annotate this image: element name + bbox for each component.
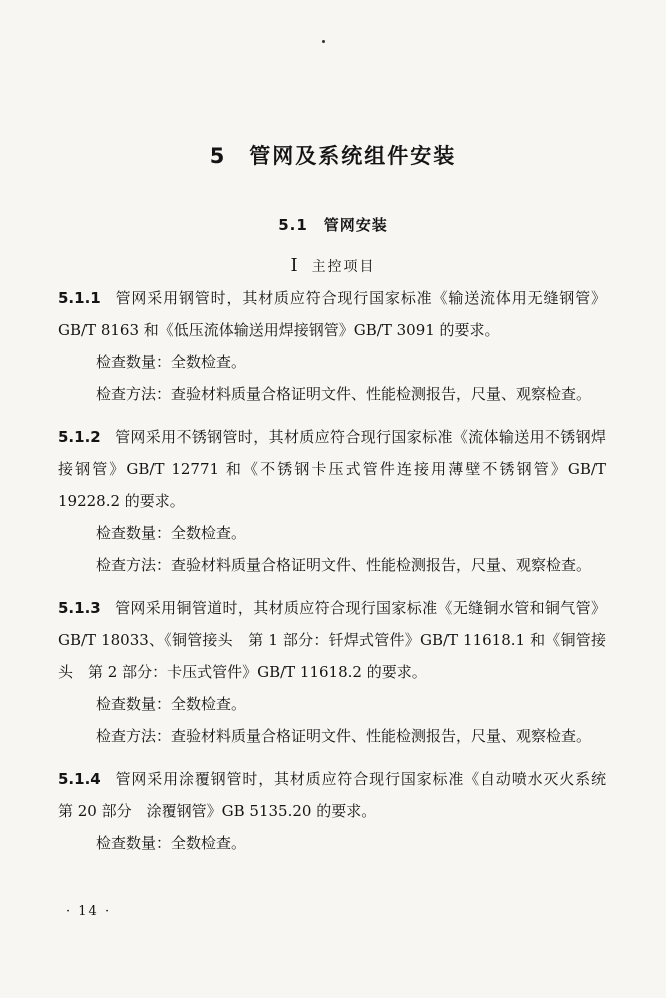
- clause-5-1-3: [58, 592, 606, 752]
- subsection-title: [0, 255, 666, 276]
- check-method: 检查方法：查验材料质量合格证明文件、性能检测报告，尺量、观察检查。: [96, 556, 592, 574]
- check-method: 检查方法：查验材料质量合格证明文件、性能检测报告，尺量、观察检查。: [96, 385, 592, 403]
- clause-5-1-1: [58, 282, 606, 410]
- clause-text: 管网采用钢管时，其材质应符合现行国家标准《输送流体用无缝钢管》GB/T 8163 和《低压流体输送用焊接钢管》GB/T 3091 的要求。: [58, 289, 606, 339]
- clause-number: 5.1.1: [58, 289, 101, 307]
- section-title: 5.1 管网安装: [278, 216, 388, 234]
- check-method: 检查方法：查验材料质量合格证明文件、性能检测报告，尺量、观察检查。: [96, 727, 592, 745]
- clause-5-1-2: [58, 421, 606, 581]
- check-quantity: 检查数量：全数检查。: [96, 695, 247, 713]
- page-number: · 14 ·: [66, 904, 112, 919]
- subsection-label: 主控项目: [311, 259, 376, 275]
- clause-text: 管网采用铜管道时，其材质应符合现行国家标准《无缝铜水管和铜气管》GB/T 18033、《铜管接头 第 1 部分：钎焊式管件》GB/T 11618.1 和《铜管接头 第 2 部分：卡压式管件》GB/T 11618.2 的要求。: [58, 599, 606, 681]
- chapter-title: 5 管网及系统组件安装: [209, 144, 457, 168]
- check-quantity: 检查数量：全数检查。: [96, 353, 247, 371]
- clause-5-1-4: [58, 763, 622, 859]
- clause-number: 5.1.3: [58, 599, 101, 617]
- clause-number: 5.1.4: [58, 770, 101, 788]
- document-body: [58, 282, 622, 870]
- check-quantity: 检查数量：全数检查。: [96, 524, 247, 542]
- scan-speck: [322, 40, 325, 43]
- clause-number: 5.1.2: [58, 428, 101, 446]
- clause-text: 管网采用不锈钢管时，其材质应符合现行国家标准《流体输送用不锈钢焊接钢管》GB/T 12771 和《不锈钢卡压式管件连接用薄壁不锈钢管》GB/T 19228.2 的要求。: [58, 428, 606, 510]
- clause-text: 管网采用涂覆钢管时，其材质应符合现行国家标准《自动喷水灭火系统 第 20 部分 涂覆钢管》GB 5135.20 的要求。: [58, 770, 622, 820]
- subsection-roman-numeral: Ⅰ: [290, 255, 300, 276]
- check-quantity: 检查数量：全数检查。: [96, 834, 247, 852]
